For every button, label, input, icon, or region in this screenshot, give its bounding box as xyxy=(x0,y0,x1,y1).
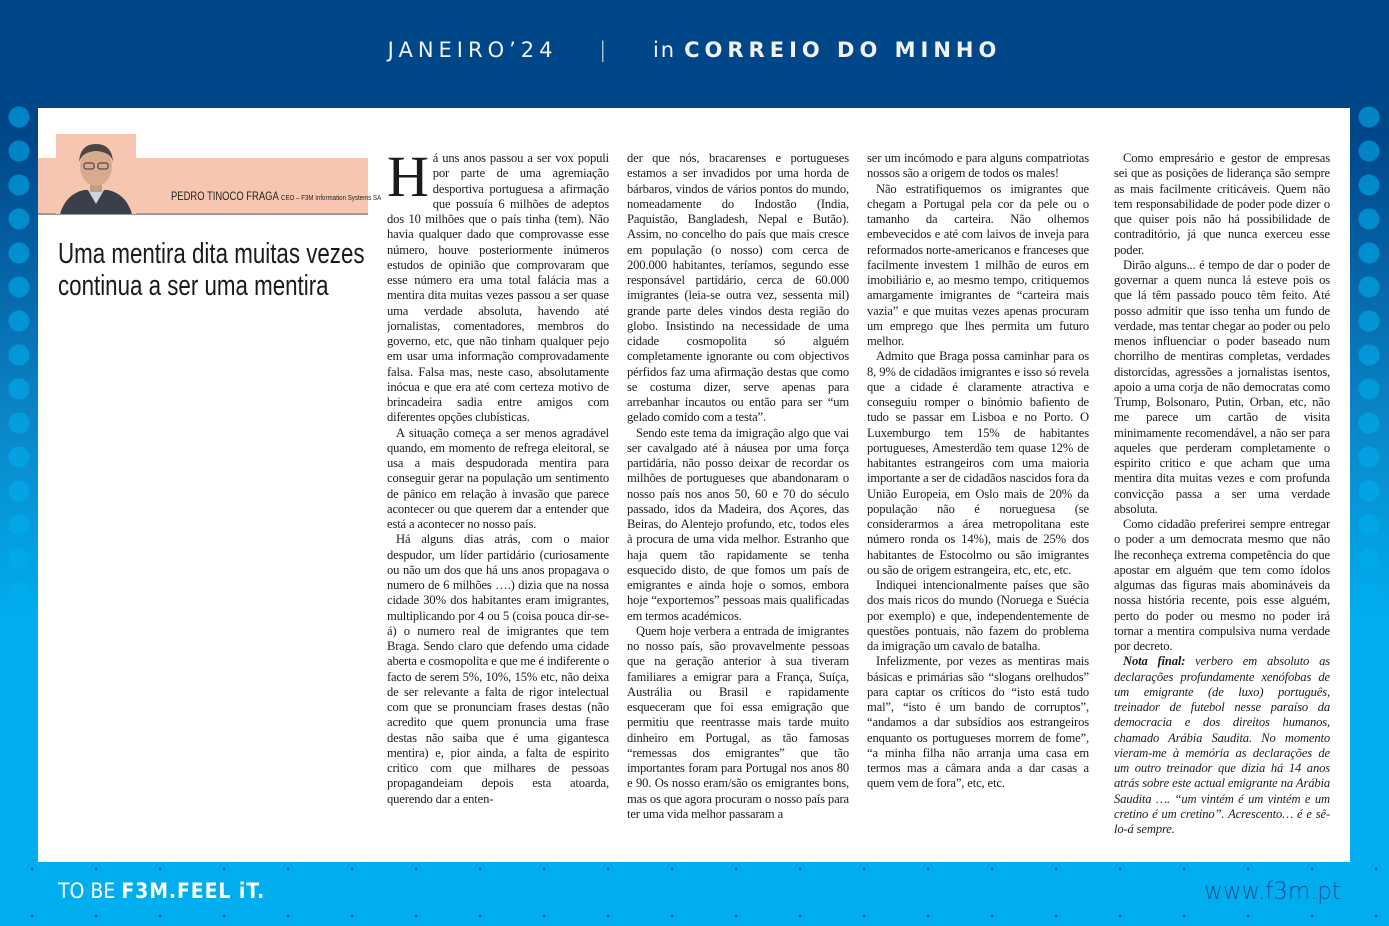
paragraph: Quem hoje verbera a entrada de imigrantes no nosso país, são provavelmente pessoas que na geração anterior à sua tiveram familiares a emigrar para a França, Suíça, Austrália ou Brasil e rapidamente esqueceram que foi essa emigração que permitiu que reentrasse mais tarde muito dinheiro em Portugal, as tão famosas “remessas dos emigrantes” que tão importantes foram para Portugal nos anos 80 e 90. Os nosso eram/são os emigrantes bons, mas os que agora procuram o nosso país para ter uma vida melhor passaram a xyxy=(627,623,849,821)
publication-name: CORREIO DO MINHO xyxy=(684,38,1002,62)
article-title: Uma mentira dita muitas vezes continua a ser uma mentira xyxy=(58,238,365,302)
final-note-label: Nota final: xyxy=(1123,654,1186,669)
author-name: PEDRO TINOCO FRAGA xyxy=(171,191,279,203)
slogan-prefix: TO BE xyxy=(58,879,122,903)
paragraph: Admito que Braga possa caminhar para os 8, 9% de cidadãos imigrantes e isso só revela que a cidade é claramente atractiva e conseguiu romper o binómio bafiento de tudo se passar em Lisboa e no Porto. O Luxemburgo tem 15% de habitantes portugueses, Amesterdão tem quase 12% de habitantes estrangeiros com uma maioria importante a ser de cidadãos nascidos fora da União Europeia, em Oslo mais de 20% da população não é norueguesa (se considerarmos a área metropolitana este número ronda os 14%), mais de 25% dos habitantes de Estocolmo ou são imigrantes ou são de origem estrangeira, etc, etc, etc. xyxy=(867,349,1089,577)
decorative-dot-row xyxy=(0,913,1389,919)
author-byline xyxy=(171,191,381,203)
article-column-4 xyxy=(1114,151,1330,847)
paragraph: Sendo este tema da imigração algo que vai ser cavalgado até à náusea por uma força partidária, não posso deixar de recordar os milhões de portugueses que abandonaram o nosso país nos anos 50, 60 e 70 do século passado, idos da Madeira, dos Açores, das Beiras, do Alentejo profundo, etc, todos eles à procura de uma vida melhor. Estranho que haja quem tão rapidamente se tenha esquecido disto, de que fomos um país de emigrantes e ainda hoje o somos, embora hoje “exportemos” pessoas mais qualificadas em termos académicos. xyxy=(627,425,849,623)
paragraph: Dirão alguns... é tempo de dar o poder de governar a quem nunca lá esteve pois os que lá têm passado pouco têm feito. Até posso admitir que isso tenha um fundo de verdade, mas tentar chegar ao poder ou pelo menos influenciar o poder baseado num chorrilho de mentiras completas, verdades distorcidas, agressões a jornalistas isentos, apoio a uma corja de não democratas como Trump, Bolsonaro, Putin, Orban, etc, não me parece um cartão de visita minimamente recomendável, a não ser para aqueles que perderam completamente o espirito critico e que acham que uma mentira dita muitas vezes e com profunda convicção passa a ser uma verdade absoluta. xyxy=(1114,257,1330,516)
paragraph: Como cidadão preferirei sempre entregar o poder a um democrata mesmo que não lhe reconheça extrema competência do que apostar em alguém que tem como ídolos algumas das figuras mais abomináveis da nossa história recente, pois esse alguém, perto do poder ou mesmo no poder irá tornar a mentira compulsiva numa verdade por decreto. xyxy=(1114,517,1330,653)
header-separator: | xyxy=(599,38,612,62)
header-in: in xyxy=(652,38,677,62)
article-clipping xyxy=(38,108,1350,862)
paragraph: der que nós, bracarenses e portugueses estamos a ser invadidos por uma horda de bárbaros, vindos de vários pontos do mundo, nomeadamente do Indostão (India, Paquistão, Bangladesh, Nepal e Butão). Assim, no concelho do país que mais cresce em população (o nosso) com cerca de 200.000 habitantes, teríamos, segundo esse responsável partidário, cerca de 60.000 imigrantes (leia-se outra vez, sessenta mil) grande parte deles vindos desta região do globo. Insistindo na necessidade de uma cidade cosmopolita só alguém completamente ignorante ou com objectivos pérfidos faz uma afirmação destas que como se costuma dizer, serve apenas para arrebanhar incautos ou então para ser “um gelado comido com a testa”. xyxy=(627,151,849,425)
final-note xyxy=(1114,654,1330,837)
paragraph: Não estratifiquemos os imigrantes que chegam a Portugal pela cor da pele ou o tamanho da carteira. Não olhemos embevecidos e até com laivos de inveja para reformados norte-americanos e franceses que facilmente investem 1 milhão de euros em imobiliário e, ao mesmo tempo, critiquemos amargamente imigrantes de “carteira mais vazia” e que muitas vezes apenas procuram um emprego que lhes permita um futuro melhor. xyxy=(867,181,1089,348)
issue-date: JANEIRO’24 xyxy=(387,38,558,62)
paragraph: Há alguns dias atrás, com o maior despudor, um líder partidário (curiosamente ou não um dos que há uns anos propagava o numero de 6 milhões ….) dizia que na nossa cidade 30% dos habitantes eram imigrantes, multiplicando por 4 ou 5 (coisa pouca dir-se-á) o numero real de imigrantes que tem Braga. Sendo claro que defendo uma cidade aberta e cosmopolita e que me é indiferente o facto de serem 5%, 10%, 15% etc, não deixa de ser relevante a falta de rigor intelectual com que se pronunciam frases destas (não acredito que quem pronuncia uma frase destas não saiba que é uma gigantesca mentira) e, pior ainda, a falta de espirito critico com que milhares de pessoas propagandeiam depois esta atoarda, querendo dar a enten- xyxy=(387,532,609,806)
paragraph xyxy=(387,151,609,426)
author-role: CEO – F3M Information Systems SA xyxy=(281,193,382,202)
decorative-dots-left xyxy=(0,100,38,860)
page-header xyxy=(0,38,1389,62)
decorative-dots-right xyxy=(1350,100,1389,860)
author-photo xyxy=(56,134,136,214)
footer-slogan xyxy=(58,879,265,903)
paragraph-text: á uns anos passou a ser vox populi por parte de uma agremiação desportiva portuguesa a afirmação que possuía 6 milhões de adeptos dos 10 milhões que o país tinha (tem). Não havia qualquer dado que comprovasse esse número, houve posteriormente inúmeros estudos de opinião que comprovaram que esse número era uma total falácia mas a mentira dita muitas vezes passou a ser quase uma verdade absoluta, havendo até jornalistas, comentadores, membros do governo, etc, que não tinham qualquer pejo em usar uma informação comprovadamente falsa. Falsa mas, neste caso, absolutamente inócua e que era até com certeza motivo de brincadeira sadia entre amigos com diferentes opções clubísticas. xyxy=(387,151,609,425)
article-sidebar xyxy=(38,108,382,862)
paragraph: Indiquei intencionalmente países que são dos mais ricos do mundo (Noruega e Suécia por exemplo) e que, independentemente de questões pontuais, não fazem do problema da imigração um cavalo de batalha. xyxy=(867,578,1089,653)
paragraph: Infelizmente, por vezes as mentiras mais básicas e primárias são “slogans orelhudos” para captar os críticos do “isto está tudo mal”, “isto é um bando de corruptos”, “andamos a dar subsídios aos estrangeiros enquanto os portugueses morrem de fome”, “a minha filha não arranja uma casa em termos mas a câmara anda a dar casas a quem vem de fora”, etc, etc. xyxy=(867,654,1089,791)
website-link[interactable]: www.f3m.pt xyxy=(1204,877,1341,905)
decorative-dot-row xyxy=(0,866,1389,872)
paragraph: A situação começa a ser menos agradável quando, em momento de refrega eleitoral, se usa a mais despudorada mentira para conseguir gerar na população um sentimento de pânico em relação à invasão que parece acontecer ou que querem dar a entender que está a acontecer no nosso país. xyxy=(387,425,609,531)
final-note-text: verbero em absoluto as declarações profundamente xenófobas de um emigrante (de luxo) português, treinador de futebol nesse paraíso da democracia e dos direitos humanos, chamado Arábia Saudita. No momento vieram-me à memória as declarações de um outro treinador que dizia há 14 anos atrás sobre este actual emigrante na Arábia Saudita …. “um vintém é um vintém e um cretino é um cretino”. Acrescento… é e sê-lo-á sempre. xyxy=(1114,654,1330,836)
article-column-3 xyxy=(867,151,1089,847)
slogan-brand: F3M.FEEL iT. xyxy=(121,879,266,903)
paragraph: ser um incómodo e para alguns compatriotas nossos são a origem de todos os males! xyxy=(867,151,1089,181)
article-column-2 xyxy=(627,151,849,847)
paragraph: Como empresário e gestor de empresas sei que as posições de liderança são sempre as mais facilmente criticáveis. Quem não tem responsabilidade de poder pode dizer o que quiser pois não há possibilidade de contraditório, já que nunca exerceu esse poder. xyxy=(1114,151,1330,257)
article-column-1 xyxy=(387,151,609,847)
drop-cap: H xyxy=(387,151,429,209)
